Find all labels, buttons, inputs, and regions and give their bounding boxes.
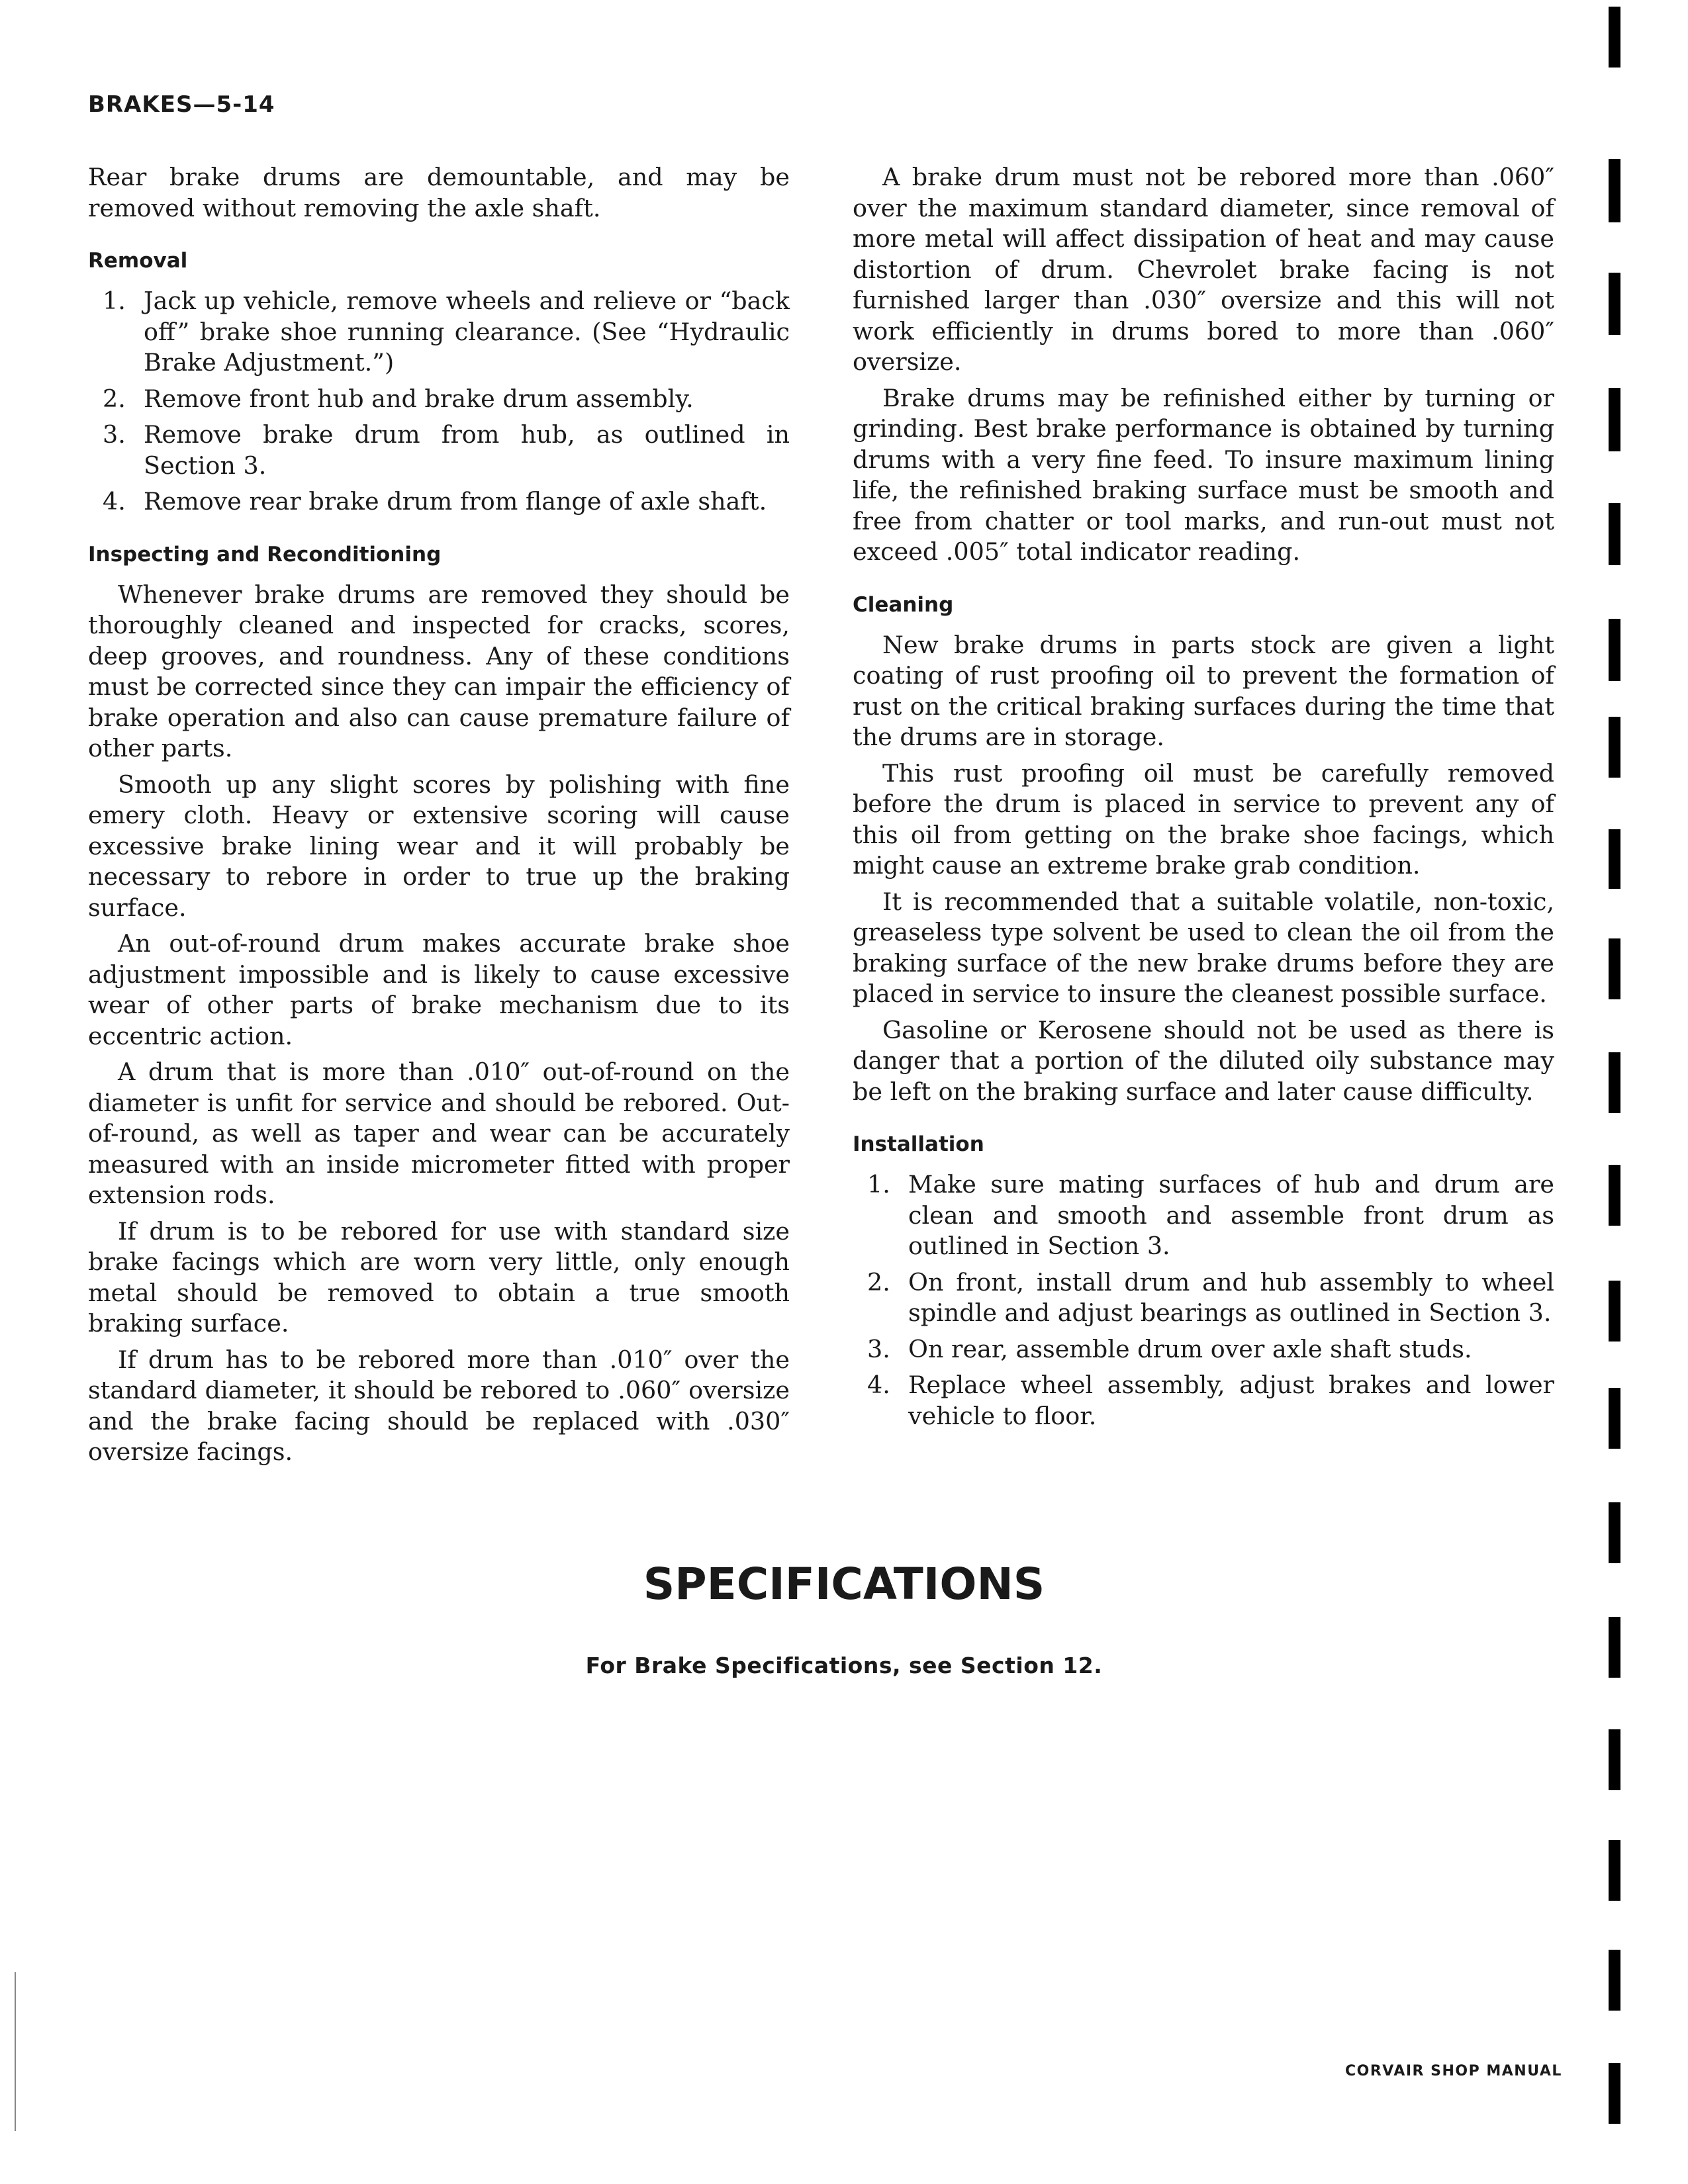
- scan-mark: [1609, 1840, 1620, 1901]
- scan-mark: [1609, 159, 1620, 222]
- scan-mark: [1609, 1729, 1620, 1790]
- paragraph: Whenever brake drums are removed they should be thoroughly cleaned and inspected for cracks, scores, deep grooves, and roundness. Any of these conditions must be corrected since they can impair the efficiency of brake operation and also can cause premature failure of other parts.: [88, 580, 790, 762]
- paragraph: Brake drums may be refinished either by turning or grinding. Best brake performance is obtained by turning drums with a very fine feed. To insure maximum lining life, the refinished braking surface must be smooth and free from chatter or tool marks, and run-out must not exceed .005″ total indicator reading.: [853, 383, 1554, 566]
- intro-paragraph: Rear brake drums are demountable, and may be removed without removing the axle shaft.: [88, 163, 790, 222]
- scan-edge-line: [15, 1972, 16, 2131]
- inspecting-heading: Inspecting and Reconditioning: [88, 542, 442, 567]
- step-text: Remove rear brake drum from flange of axle shaft.: [144, 487, 767, 516]
- paragraph: An out-of-round drum makes accurate brake shoe adjustment impossible and is likely to cause excessive wear of other parts of brake mechanism due to its eccentric action.: [88, 929, 790, 1050]
- scan-mark: [1609, 938, 1620, 999]
- paragraph: If drum is to be rebored for use with standard size brake facings which are worn very little, only enough metal should be removed to obtain a true smooth braking surface.: [88, 1216, 790, 1338]
- step-text: Jack up vehicle, remove wheels and relieve or “back off” brake shoe running clearance. (See “Hydraulic Brake Adjustment.”): [144, 287, 790, 377]
- running-head: BRAKES—5-14: [88, 91, 275, 118]
- scan-mark: [1609, 1617, 1620, 1678]
- list-item: [853, 1267, 1554, 1329]
- removal-heading: Removal: [88, 249, 188, 273]
- scan-mark: [1609, 829, 1620, 889]
- specifications-title: SPECIFICATIONS: [643, 1559, 1045, 1610]
- step-number: 3.: [103, 420, 126, 449]
- step-text: On rear, assemble drum over axle shaft studs.: [908, 1334, 1472, 1363]
- step-text: On front, install drum and hub assembly to wheel spindle and adjust bearings as outlined in Section 3.: [908, 1267, 1554, 1327]
- list-item: [88, 486, 790, 518]
- paragraph: A drum that is more than .010″ out-of-round on the diameter is unfit for service and should be rebored. Out-of-round, as well as taper and wear can be accurately measured with an inside micrometer fitted with proper extension rods.: [88, 1058, 790, 1209]
- paragraph: It is recommended that a suitable volatile, non-toxic, greaseless type solvent be used to clean the oil from the braking surface of the new brake drums before they are placed in service to insure the cleanest possible surface.: [853, 887, 1554, 1008]
- step-number: 1.: [867, 1170, 890, 1199]
- scan-mark: [1609, 2063, 1620, 2124]
- list-item: [853, 1370, 1554, 1432]
- list-item: [853, 1169, 1554, 1262]
- scan-mark: [1609, 1950, 1620, 2011]
- scan-mark: [1609, 503, 1620, 565]
- left-column: [88, 162, 790, 1473]
- step-text: Remove front hub and brake drum assembly.: [144, 384, 694, 413]
- scan-mark: [1609, 1502, 1620, 1563]
- scan-mark: [1609, 7, 1620, 68]
- list-item: [88, 286, 790, 379]
- list-item: [853, 1334, 1554, 1365]
- page-footer: CORVAIR SHOP MANUAL: [1345, 2063, 1562, 2079]
- specifications-note: For Brake Specifications, see Section 12.: [585, 1653, 1103, 1678]
- list-item: [88, 420, 790, 481]
- step-number: 1.: [103, 287, 126, 315]
- step-number: 4.: [103, 487, 126, 516]
- scan-mark: [1609, 1388, 1620, 1449]
- scan-mark: [1609, 273, 1620, 335]
- scan-mark: [1609, 717, 1620, 778]
- paragraph: If drum has to be rebored more than .010″ over the standard diameter, it should be rebored to .060″ oversize and the brake facing should be replaced with .030″ oversize facings.: [88, 1345, 790, 1466]
- scan-mark: [1609, 619, 1620, 681]
- paragraph: Smooth up any slight scores by polishing with fine emery cloth. Heavy or extensive scoring will cause excessive brake lining wear and it will probably be necessary to rebore in order to true up the braking surface.: [88, 770, 790, 922]
- step-number: 2.: [103, 384, 126, 413]
- step-text: Remove brake drum from hub, as outlined in Section 3.: [144, 420, 790, 480]
- scan-mark: [1609, 1052, 1620, 1113]
- list-item: [88, 384, 790, 415]
- step-text: Make sure mating surfaces of hub and drum are clean and smooth and assemble front drum as outlined in Section 3.: [908, 1170, 1554, 1260]
- scan-mark: [1609, 1165, 1620, 1226]
- paragraph: A brake drum must not be rebored more than .060″ over the maximum standard diameter, since removal of more metal will affect dissipation of heat and may cause distortion of drum. Chevrolet brake facing is not furnished larger than .030″ oversize and this will not work efficiently in drums bored to more than .060″ oversize.: [853, 163, 1554, 376]
- scan-mark: [1609, 388, 1620, 451]
- installation-steps: [853, 1169, 1554, 1432]
- step-number: 4.: [867, 1371, 890, 1399]
- cleaning-heading: Cleaning: [853, 592, 954, 617]
- paragraph: Gasoline or Kerosene should not be used as there is danger that a portion of the diluted oily substance may be left on the braking surface and later cause difficulty.: [853, 1015, 1554, 1106]
- step-number: 3.: [867, 1334, 890, 1363]
- paragraph: New brake drums in parts stock are given a light coating of rust proofing oil to prevent the formation of rust on the critical braking surfaces during the time that the drums are in storage.: [853, 630, 1554, 751]
- removal-steps: [88, 286, 790, 518]
- installation-heading: Installation: [853, 1132, 984, 1156]
- right-column: [853, 162, 1554, 1437]
- paragraph: This rust proofing oil must be carefully removed before the drum is placed in service to prevent any of this oil from getting on the brake shoe facings, which might cause an extreme brake grab condition.: [853, 758, 1554, 880]
- step-number: 2.: [867, 1267, 890, 1297]
- scan-mark: [1609, 1281, 1620, 1342]
- step-text: Replace wheel assembly, adjust brakes and lower vehicle to floor.: [908, 1371, 1554, 1430]
